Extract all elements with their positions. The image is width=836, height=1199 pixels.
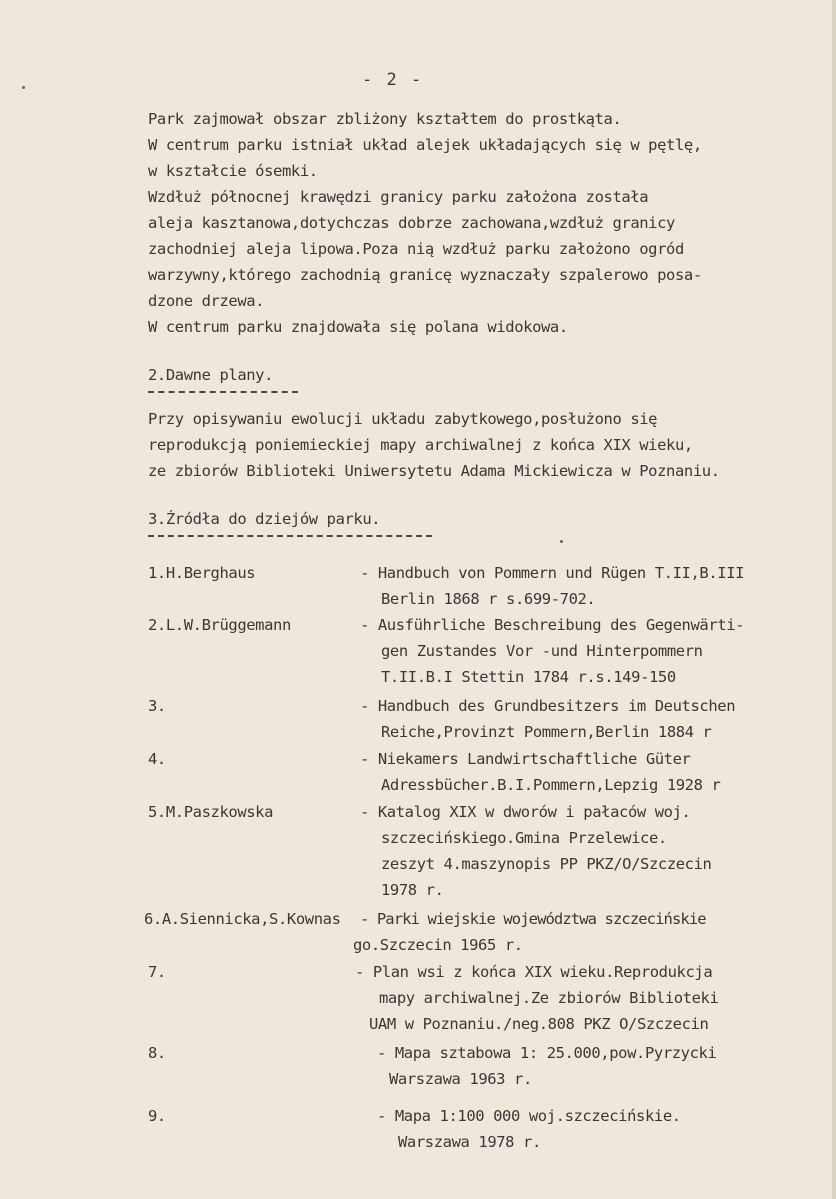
source-line: - Handbuch des Grundbesitzers im Deutschen	[360, 697, 736, 715]
paper-speck	[22, 86, 25, 89]
page-edge-shadow	[832, 0, 836, 1199]
intro-line: warzywny,którego zachodnią granicę wyznaczały szpalerowo posa-	[148, 266, 702, 284]
source-author: 4.	[148, 750, 166, 768]
paper-speck	[560, 540, 563, 543]
intro-line: W centrum parku znajdowała się polana widokowa.	[148, 318, 568, 336]
source-line: gen Zustandes Vor -und Hinterpommern	[381, 642, 703, 660]
source-author: 5.M.Paszkowska	[148, 803, 274, 821]
source-line: UAM w Poznaniu./neg.808 PKZ O/Szczecin	[369, 1015, 709, 1033]
source-author: 1.H.Berghaus	[148, 564, 256, 582]
page-number: - 2 -	[362, 70, 424, 90]
source-author: 9.	[148, 1107, 166, 1125]
intro-line: aleja kasztanowa,dotychczas dobrze zachowana,wzdłuż granicy	[148, 214, 675, 232]
section-line: reprodukcją poniemieckiej mapy archiwalnej z końca XIX wieku,	[148, 436, 693, 454]
source-line: - Mapa 1:100 000 woj.szczecińskie.	[377, 1107, 681, 1125]
intro-line: Wzdłuż północnej krawędzi granicy parku założona została	[148, 188, 649, 206]
source-line: T.II.B.I Stettin 1784 r.s.149-150	[381, 668, 676, 686]
source-author: 8.	[148, 1044, 166, 1062]
source-line: - Niekamers Landwirtschaftliche Güter	[360, 750, 691, 768]
source-line: zeszyt 4.maszynopis PP PKZ/O/Szczecin	[381, 855, 712, 873]
source-line: - Katalog XIX w dworów i pałaców woj.	[360, 803, 691, 821]
source-line: Adressbücher.B.I.Pommern,Lepzig 1928 r	[381, 776, 721, 794]
intro-line: zachodniej aleja lipowa.Poza nią wzdłuż parku założono ogród	[148, 240, 684, 258]
source-line: - Plan wsi z końca XIX wieku.Reprodukcja	[355, 963, 713, 981]
source-author: 7.	[148, 963, 166, 981]
source-line: Reiche,Provinzt Pommern,Berlin 1884 r	[381, 723, 712, 741]
source-line: - Ausführliche Beschreibung des Gegenwärti-	[360, 616, 745, 634]
intro-line: W centrum parku istniał układ alejek układających się w pętlę,	[148, 136, 702, 154]
source-line: mapy archiwalnej.Ze zbiorów Biblioteki	[379, 989, 719, 1007]
source-line: Warszawa 1963 r.	[389, 1070, 532, 1088]
section-line: Przy opisywaniu ewolucji układu zabytkowego,posłużono się	[148, 410, 658, 428]
heading-underline	[148, 391, 298, 393]
source-author: 2.L.W.Brüggemann	[148, 616, 291, 634]
source-line: Berlin 1868 r s.699-702.	[381, 590, 596, 608]
section-heading: 3.Źródła do dziejów parku.	[148, 510, 381, 528]
source-line: - Parki wiejskie województwa szczecińskie	[360, 910, 706, 928]
source-line: - Mapa sztabowa 1: 25.000,pow.Pyrzycki	[377, 1044, 717, 1062]
source-line: 1978 r.	[381, 881, 444, 899]
source-line: go.Szczecin 1965 r.	[353, 936, 523, 954]
source-line: - Handbuch von Pommern und Rügen T.II,B.III	[360, 564, 745, 582]
source-line: Warszawa 1978 r.	[398, 1133, 541, 1151]
intro-line: w kształcie ósemki.	[148, 162, 318, 180]
section-line: ze zbiorów Biblioteki Uniwersytetu Adama Mickiewicza w Poznaniu.	[148, 462, 720, 480]
section-heading: 2.Dawne plany.	[148, 366, 274, 384]
heading-underline	[148, 535, 432, 537]
source-author: 3.	[148, 697, 166, 715]
source-author: 6.A.Siennicka,S.Kownas	[144, 910, 341, 928]
intro-line: Park zajmował obszar zbliżony kształtem do prostkąta.	[148, 110, 622, 128]
source-line: szczecińskiego.Gmina Przelewice.	[381, 829, 667, 847]
intro-line: dzone drzewa.	[148, 292, 265, 310]
